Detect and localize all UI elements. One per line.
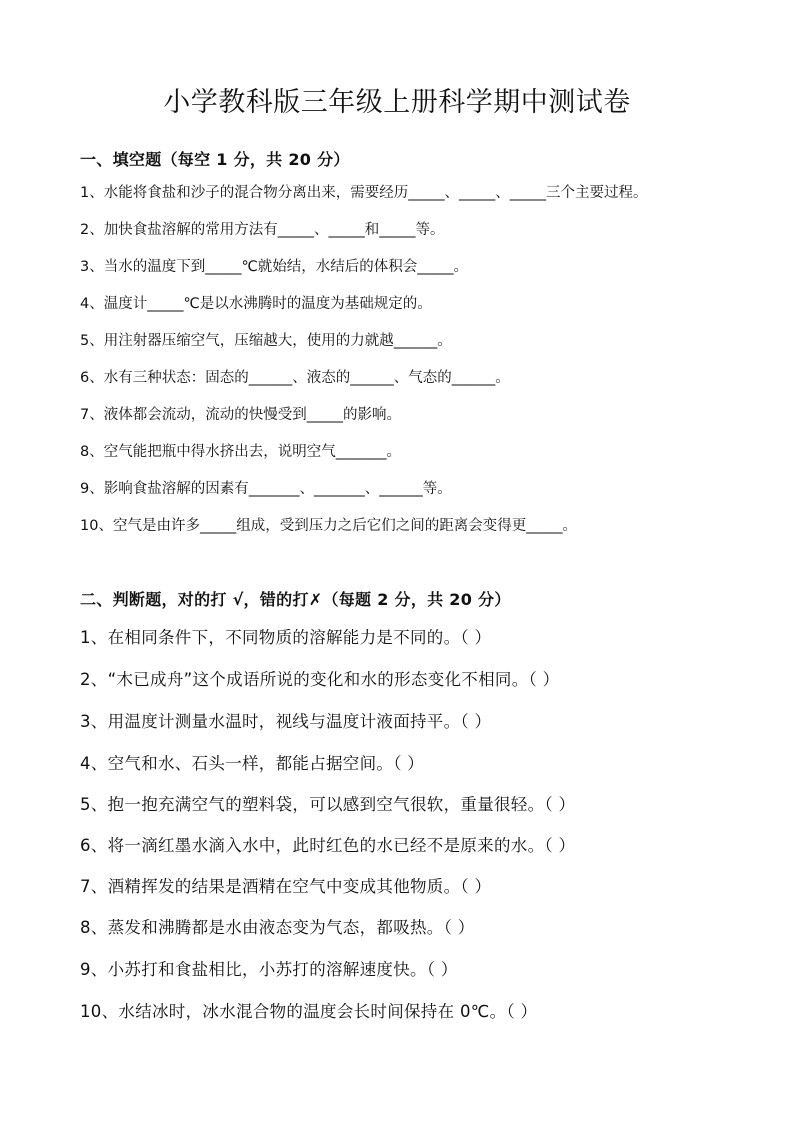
tf-question-3: 3、用温度计测量水温时，视线与温度计液面持平。（ ）	[80, 712, 492, 731]
fill-question-5: 5、用注射器压缩空气，压缩越大，使用的力就越______。	[80, 333, 452, 349]
tf-question-1: 1、在相同条件下，不同物质的溶解能力是不同的。（ ）	[80, 628, 492, 647]
tf-question-9: 9、小苏打和食盐相比，小苏打的溶解速度快。（ ）	[80, 960, 458, 979]
fill-question-10: 10、空气是由许多_____组成，受到压力之后它们之间的距离会变得更_____。	[80, 518, 577, 534]
fill-question-6: 6、水有三种状态：固态的______、液态的______、气态的______。	[80, 370, 510, 386]
tf-question-7: 7、酒精挥发的结果是酒精在空气中变成其他物质。（ ）	[80, 877, 492, 896]
tf-question-5: 5、抱一抱充满空气的塑料袋，可以感到空气很软，重量很轻。（ ）	[80, 795, 576, 814]
fill-question-8: 8、空气能把瓶中得水挤出去，说明空气_______。	[80, 444, 401, 460]
fill-question-9: 9、影响食盐溶解的因素有_______、_______、______等。	[80, 481, 452, 497]
fill-question-4: 4、温度计_____℃是以水沸腾时的温度为基础规定的。	[80, 296, 432, 312]
tf-question-10: 10、水结冰时，冰水混合物的温度会长时间保持在 0℃。（ ）	[80, 1002, 538, 1021]
section-heading-fill-in: 一、填空题（每空 1 分，共 20 分）	[80, 150, 350, 169]
fill-question-7: 7、液体都会流动，流动的快慢受到_____的影响。	[80, 407, 401, 423]
fill-question-2: 2、加快食盐溶解的常用方法有_____、_____和_____等。	[80, 222, 445, 238]
fill-question-3: 3、当水的温度下到_____℃就始结，水结后的体积会_____。	[80, 259, 469, 275]
tf-question-8: 8、蒸发和沸腾都是水由液态变为气态，都吸热。（ ）	[80, 918, 475, 937]
tf-question-6: 6、将一滴红墨水滴入水中，此时红色的水已经不是原来的水。（ ）	[80, 836, 576, 855]
fill-question-1: 1、水能将食盐和沙子的混合物分离出来，需要经历_____、_____、_____三个主要过程。	[80, 185, 648, 201]
tf-question-4: 4、空气和水、石头一样，都能占据空间。（ ）	[80, 754, 425, 773]
page-title: 小学教科版三年级上册科学期中测试卷	[163, 87, 631, 118]
section-heading-true-false: 二、判断题，对的打 √，错的打✗（每题 2 分，共 20 分）	[80, 590, 511, 609]
tf-question-2: 2、“木已成舟”这个成语所说的变化和水的形态变化不相同。（ ）	[80, 670, 560, 689]
